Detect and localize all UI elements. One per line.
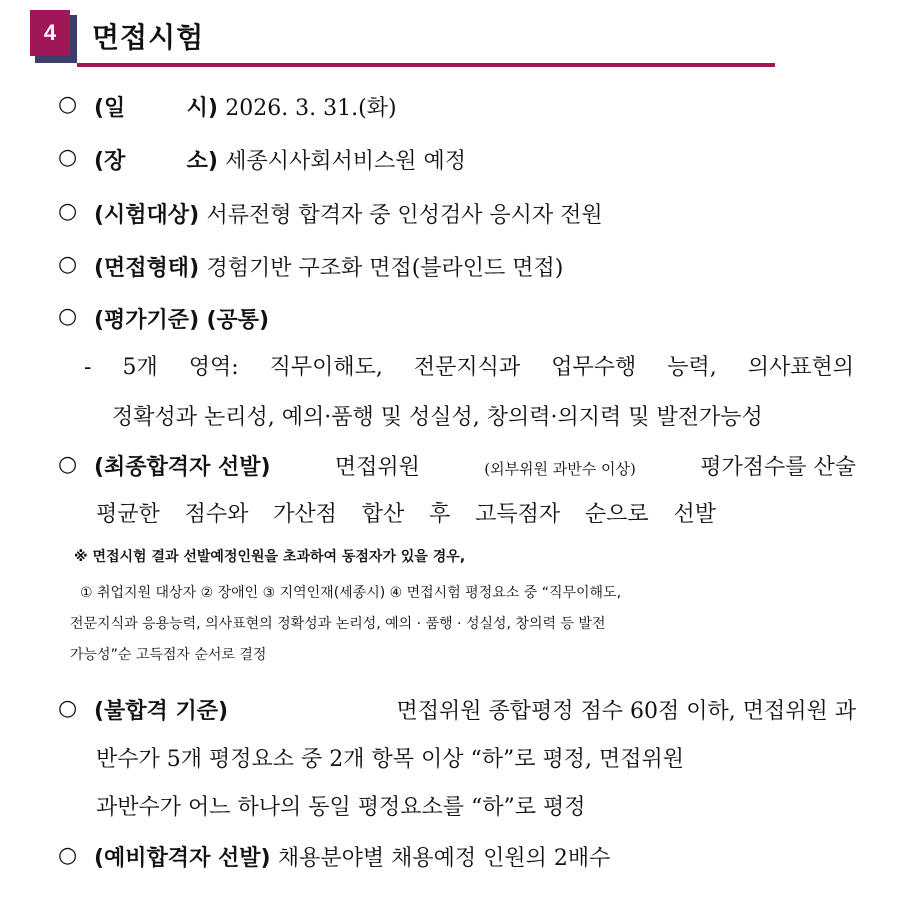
- item-target: [94, 198, 603, 229]
- section-number: 4: [30, 10, 70, 56]
- item-fail-line-2: 반수가 5개 평정요소 중 2개 항목 이상 “하”로 평정, 면접위원: [96, 747, 684, 772]
- item-date: [94, 91, 397, 122]
- criteria-detail-line-1: - 5개 영역: 직무이해도, 전문지식과 업무수행 능력, 의사표현의: [84, 355, 854, 380]
- item-place-label: (장 소): [94, 149, 218, 174]
- bullet-target: ○: [58, 199, 78, 224]
- bullet-reserve: ○: [58, 843, 78, 868]
- item-final-text-small: (외부위원 과반수 이상): [484, 460, 636, 478]
- bullet-place: ○: [58, 145, 78, 170]
- bullet-fail: ○: [58, 696, 78, 721]
- item-place-text: 세종시사회서비스원 예정: [225, 149, 466, 174]
- item-fail-label: (불합격 기준): [94, 699, 229, 724]
- item-fail-text: 면접위원 종합평정 점수 60점 이하, 면접위원 과: [396, 699, 856, 724]
- item-type-text: 경험기반 구조화 면접(블라인드 면접): [206, 256, 564, 281]
- item-type: [94, 251, 563, 282]
- bullet-criteria: ○: [58, 304, 78, 329]
- note-line-3: 전문지식과 응용능력, 의사표현의 정확성과 논리성, 예의 · 품행 · 성실성, 창의력 등 발전: [70, 616, 606, 632]
- item-fail: [94, 694, 856, 725]
- section-underline: [77, 63, 775, 67]
- item-final-label: (최종합격자 선발): [94, 455, 271, 480]
- item-final-text-b: 평가점수를 산술: [700, 455, 856, 480]
- note-line-4: 가능성”순 고득점자 순서로 결정: [70, 647, 267, 663]
- criteria-detail-line-2: 정확성과 논리성, 예의·품행 및 성실성, 창의력·의지력 및 발전가능성: [112, 405, 763, 430]
- item-place: [94, 144, 466, 175]
- item-final: [94, 450, 856, 481]
- item-date-label: (일 시): [94, 96, 218, 121]
- item-target-label: (시험대상): [94, 203, 200, 228]
- bullet-final: ○: [58, 452, 78, 477]
- bullet-date: ○: [58, 92, 78, 117]
- note-line-1: ※ 면접시험 결과 선발예정인원을 초과하여 동점자가 있을 경우,: [74, 549, 466, 565]
- item-date-text: 2026. 3. 31.(화): [225, 96, 397, 121]
- item-type-label: (면접형태): [94, 256, 200, 281]
- item-target-text: 서류전형 합격자 중 인성검사 응시자 전원: [206, 203, 603, 228]
- bullet-type: ○: [58, 252, 78, 277]
- item-reserve-text: 채용분야별 채용예정 인원의 2배수: [277, 846, 611, 871]
- item-final-text-a: 면접위원: [334, 455, 420, 480]
- item-fail-line-3: 과반수가 어느 하나의 동일 평정요소를 “하”로 평정: [96, 795, 586, 820]
- item-reserve-label: (예비합격자 선발): [94, 846, 271, 871]
- item-criteria: [94, 303, 269, 334]
- item-final-line-2: 평균한 점수와 가산점 합산 후 고득점자 순으로 선발: [96, 502, 716, 527]
- section-title: 면접시험: [92, 21, 205, 54]
- item-criteria-label: (평가기준): [94, 308, 200, 333]
- note-line-2: ① 취업지원 대상자 ② 장애인 ③ 지역인재(세종시) ④ 면접시험 평정요소 중 “직무이해도,: [80, 585, 622, 601]
- item-reserve: [94, 841, 610, 872]
- item-criteria-text: (공통): [206, 308, 270, 333]
- section-header: [30, 10, 775, 68]
